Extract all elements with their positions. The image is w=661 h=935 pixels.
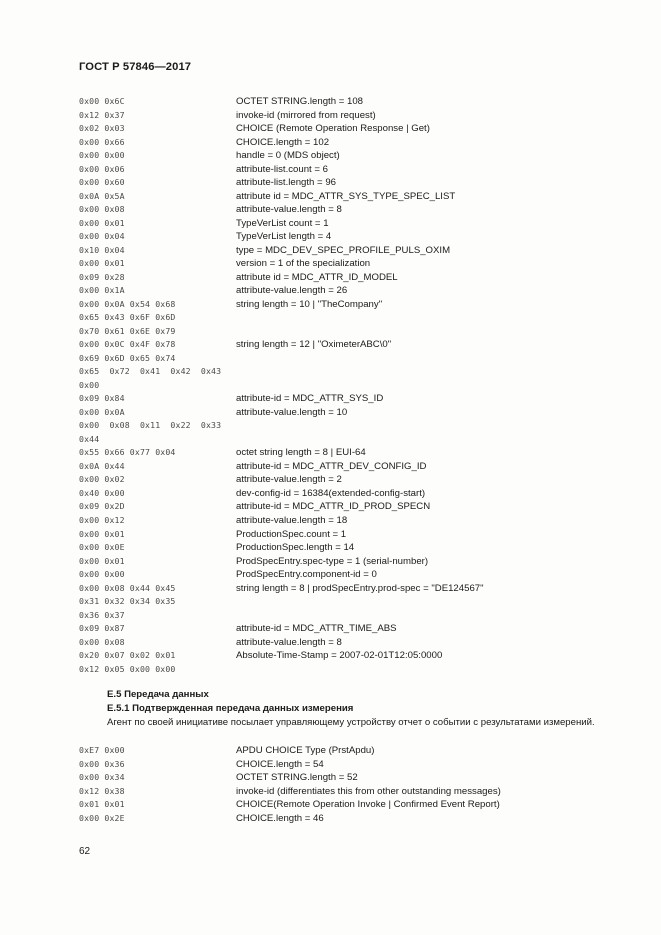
hex-bytes: 0x00 0x01 <box>79 555 125 566</box>
field-description: attribute id = MDC_ATTR_ID_MODEL <box>236 271 398 283</box>
hex-bytes: 0x00 0x08 0x44 0x45 <box>79 582 176 593</box>
hex-bytes: 0x00 0x01 <box>79 528 125 539</box>
field-description: TypeVerList count = 1 <box>236 217 329 229</box>
hex-bytes: 0x00 0x1A <box>79 285 125 296</box>
field-description: attribute-id = MDC_ATTR_ID_PROD_SPECN <box>236 501 431 513</box>
hex-bytes: 0x00 0x0A <box>79 406 125 417</box>
field-description: CHOICE.length = 54 <box>236 758 324 770</box>
field-description: TypeVerList length = 4 <box>236 231 332 243</box>
field-description: attribute-id = MDC_ATTR_SYS_ID <box>236 393 384 405</box>
field-description: ProdSpecEntry.component-id = 0 <box>236 569 377 581</box>
hex-bytes: 0x09 0x2D <box>79 501 125 512</box>
field-description: OCTET STRING.length = 108 <box>236 96 363 107</box>
hex-bytes: 0x09 0x84 <box>79 393 125 404</box>
hex-bytes: 0x65 0x43 0x6F 0x6D <box>79 312 176 323</box>
field-description: string length = 10 | "TheCompany" <box>236 298 383 310</box>
page-number: 62 <box>79 846 91 857</box>
field-description: attribute-value.length = 18 <box>236 514 348 526</box>
field-description: attribute-value.length = 10 <box>236 406 348 418</box>
hex-bytes: 0x00 0x00 <box>79 150 125 161</box>
field-description: ProductionSpec.length = 14 <box>236 542 355 554</box>
hex-bytes: 0x09 0x87 <box>79 623 125 634</box>
field-description: attribute-id = MDC_ATTR_TIME_ABS <box>236 623 397 635</box>
hex-bytes: 0x00 0x34 <box>79 772 125 783</box>
field-description: attribute-list.count = 6 <box>236 163 328 175</box>
hex-bytes: 0x00 0x01 <box>79 258 125 269</box>
hex-bytes: 0x00 0x08 <box>79 636 125 647</box>
hex-bytes: 0x65 0x72 0x41 0x42 0x43 <box>79 366 222 377</box>
hex-bytes: 0xE7 0x00 <box>79 745 125 755</box>
hex-bytes: 0x00 0x0C 0x4F 0x78 <box>79 339 176 350</box>
hex-bytes: 0x55 0x66 0x77 0x04 <box>79 447 176 458</box>
hex-bytes: 0x12 0x38 <box>79 785 125 796</box>
document-header: ГОСТ Р 57846—2017 <box>79 61 192 73</box>
field-description: dev-config-id = 16384(extended-config-start) <box>236 487 426 499</box>
hex-bytes: 0x44 <box>79 433 100 444</box>
hex-bytes: 0x00 0x66 <box>79 136 125 147</box>
hex-bytes: 0x00 0x0E <box>79 542 125 553</box>
hex-bytes: 0x00 0x02 <box>79 474 125 485</box>
hex-bytes: 0x69 0x6D 0x65 0x74 <box>79 352 176 363</box>
field-description: CHOICE.length = 102 <box>236 136 330 148</box>
hex-bytes: 0x00 0x01 <box>79 217 125 228</box>
field-description: version = 1 of the specialization <box>236 258 371 270</box>
field-description: handle = 0 (MDS object) <box>236 150 340 162</box>
hex-bytes: 0x12 0x37 <box>79 109 125 120</box>
subsection-title: Е.5.1 Подтвержденная передача данных измерения <box>107 703 354 714</box>
field-description: attribute id = MDC_ATTR_SYS_TYPE_SPEC_LIST <box>236 190 456 202</box>
field-description: attribute-value.length = 26 <box>236 285 348 297</box>
hex-bytes: 0x00 <box>79 379 100 390</box>
field-description: APDU CHOICE Type (PrstApdu) <box>236 745 375 756</box>
hex-bytes: 0x36 0x37 <box>79 609 125 620</box>
field-description: attribute-list.length = 96 <box>236 177 336 189</box>
hex-bytes: 0x40 0x00 <box>79 487 125 498</box>
hex-bytes: 0x0A 0x44 <box>79 460 125 471</box>
hex-bytes: 0x10 0x04 <box>79 244 125 255</box>
field-description: invoke-id (mirrored from request) <box>236 109 376 121</box>
field-description: Absolute-Time-Stamp = 2007-02-01T12:05:0000 <box>236 650 443 662</box>
hex-bytes: 0x31 0x32 0x34 0x35 <box>79 596 176 607</box>
field-description: string length = 8 | prodSpecEntry.prod-spec = "DE124567" <box>236 582 484 594</box>
field-description: CHOICE.length = 46 <box>236 812 324 824</box>
hex-bytes: 0x00 0x36 <box>79 758 125 769</box>
field-description: CHOICE (Remote Operation Response | Get) <box>236 123 430 135</box>
hex-bytes: 0x00 0x08 <box>79 204 125 215</box>
field-description: type = MDC_DEV_SPEC_PROFILE_PULS_OXIM <box>236 244 451 256</box>
hex-bytes: 0x00 0x60 <box>79 177 125 188</box>
section-paragraph: Агент по своей инициативе посылает управляющему устройству отчет о событии с результатами измерений. <box>107 717 595 728</box>
hex-bytes: 0x01 0x01 <box>79 799 125 810</box>
hex-bytes: 0x20 0x07 0x02 0x01 <box>79 650 176 661</box>
field-description: string length = 12 | "OximeterABC\0" <box>236 339 392 351</box>
hex-bytes: 0x00 0x04 <box>79 231 125 242</box>
hex-bytes: 0x00 0x6C <box>79 96 125 106</box>
hex-bytes: 0x0A 0x5A <box>79 190 125 201</box>
hex-bytes: 0x00 0x08 0x11 0x22 0x33 <box>79 420 222 431</box>
field-description: invoke-id (differentiates this from other outstanding messages) <box>236 785 501 797</box>
field-description: ProdSpecEntry.spec-type = 1 (serial-number) <box>236 555 429 567</box>
field-description: attribute-value.length = 8 <box>236 636 342 648</box>
field-description: OCTET STRING.length = 52 <box>236 772 358 784</box>
hex-bytes: 0x09 0x28 <box>79 271 125 282</box>
hex-bytes: 0x00 0x2E <box>79 812 125 823</box>
field-description: attribute-value.length = 2 <box>236 474 342 486</box>
section-title: Е.5 Передача данных <box>107 689 209 700</box>
field-description: attribute-value.length = 8 <box>236 204 342 216</box>
hex-bytes: 0x02 0x03 <box>79 123 125 134</box>
field-description: CHOICE(Remote Operation Invoke | Confirmed Event Report) <box>236 799 500 811</box>
hex-bytes: 0x00 0x00 <box>79 569 125 580</box>
hex-bytes: 0x00 0x06 <box>79 163 125 174</box>
field-description: ProductionSpec.count = 1 <box>236 528 347 540</box>
hex-bytes: 0x70 0x61 0x6E 0x79 <box>79 325 176 336</box>
hex-bytes: 0x12 0x05 0x00 0x00 <box>79 663 176 674</box>
hex-bytes: 0x00 0x12 <box>79 514 125 525</box>
field-description: octet string length = 8 | EUI-64 <box>236 447 366 459</box>
field-description: attribute-id = MDC_ATTR_DEV_CONFIG_ID <box>236 460 427 472</box>
hex-bytes: 0x00 0x0A 0x54 0x68 <box>79 298 176 309</box>
